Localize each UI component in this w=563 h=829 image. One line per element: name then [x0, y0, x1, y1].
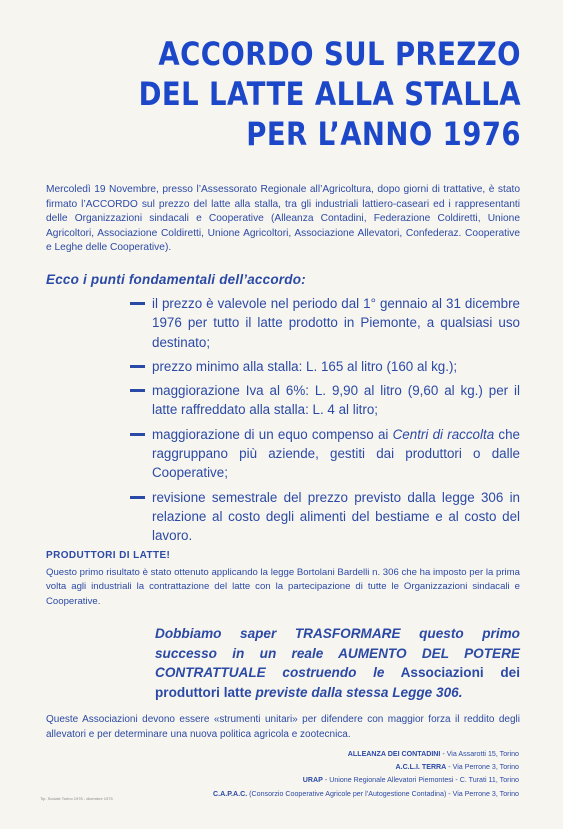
- signatory-name: URAP: [302, 776, 323, 785]
- signatory-line: [49, 774, 519, 787]
- emphasis-plain: Associazioni dei produttori latte: [155, 665, 520, 700]
- title-line-3: PER L’ANNO 1976: [246, 115, 521, 153]
- producers-paragraph: Questo primo risultato è stato ottenuto applicando la legge Bortolani Bardelli n. 306 che ha imposto per la prima volta agli industriali la contrattazione del latte con la partecipazione di tutte le Organizzazioni sindacali e Cooperative.: [46, 567, 520, 607]
- points-subheading: Ecco i punti fondamentali dell’accordo:: [46, 272, 306, 287]
- point-text: maggiorazione Iva al 6%: L. 9,90 al litro (9,60 al kg.) per il latte raffreddato alla stalla: L. 4 al litro;: [152, 383, 520, 418]
- signatory-address: (Consorzio Cooperative Agricole per l’Autogestione Contadina) - Via Perrone 3, Torino: [247, 789, 519, 798]
- points-list: [130, 294, 520, 551]
- signatory-address: - Unione Regionale Allevatori Piemontesi - C. Turati 11, Torino: [322, 776, 519, 785]
- list-item: [130, 294, 520, 352]
- associations-paragraph: Queste Associazioni devono essere «strumenti unitari» per difendere con maggior forza il reddito degli allevatori e per determinare una nuova politica agricola e zootecnica.: [46, 714, 520, 740]
- emphasis-italic: previste dalla stessa Legge 306.: [255, 684, 463, 700]
- dash-bullet-icon: [130, 433, 145, 436]
- emphasis-italic: Dobbiamo saper TRASFORMARE questo primo successo in un reale AUMENTO DEL POTERE CONTRATTUALE costruendo le: [155, 626, 520, 681]
- producers-heading: PRODUTTORI DI LATTE!: [46, 550, 171, 561]
- title-line-1: ACCORDO SUL PREZZO: [158, 35, 521, 73]
- list-item: [130, 357, 520, 376]
- list-item: [130, 381, 520, 420]
- point-text: il prezzo è valevole nel periodo dal 1° gennaio al 31 dicembre 1976 per tutto il latte prodotto in Piemonte, a qualsiasi uso destinato;: [152, 296, 520, 350]
- dash-bullet-icon: [130, 496, 145, 499]
- point-text: prezzo minimo alla stalla: L. 165 al litro (160 al kg.);: [152, 358, 458, 374]
- dash-bullet-icon: [130, 302, 145, 305]
- signatory-line: [49, 788, 519, 801]
- list-item: [130, 425, 520, 483]
- signatory-name: ALLEANZA DEI CONTADINI: [347, 750, 441, 758]
- intro-paragraph: Mercoledì 19 Novembre, presso l’Assessorato Regionale all’Agricoltura, dopo giorni di trattative, è stato firmato l’ACCORDO sul prezzo del latte alla stalla, tra gli industriali lattiero-caseari ed i rappresentanti delle Organizzazioni sindacali e Cooperative (Alleanza Contadini, Federazione Coldiretti, Unione Agricoltori, Associazione Coldiretti, Unione Agricoltori, Associazione Allevatori, Confederaz. Cooperative e Leghe delle Cooperative).: [46, 184, 520, 254]
- point-text: revisione semestrale del prezzo previsto dalla legge 306 in relazione al costo degli alimenti del bestiame e al costo del lavoro.: [152, 489, 520, 544]
- signatory-address: - Via Assarotti 15, Torino: [440, 750, 519, 758]
- point-text: che raggruppano più aziende, gestiti dai produttori o dalle Cooperative;: [152, 426, 520, 481]
- list-item: [130, 488, 520, 546]
- signatory-name: A.C.L.I. TERRA: [395, 763, 447, 772]
- signatory-line: [49, 761, 519, 774]
- poster-title: [108, 34, 521, 154]
- point-text: maggiorazione di un equo compenso ai: [152, 426, 393, 442]
- signatory-line: [49, 748, 519, 761]
- signatory-address: - Via Perrone 3, Torino: [446, 763, 519, 772]
- dash-bullet-icon: [130, 389, 145, 392]
- signatory-name: C.A.P.A.C.: [213, 789, 248, 798]
- signatories: [49, 748, 519, 801]
- call-to-action: [155, 624, 520, 702]
- point-text-italic: Centri di raccolta: [392, 426, 495, 442]
- dash-bullet-icon: [130, 365, 145, 368]
- printer-imprint: Tip. Sociale Torino 1976 - dicembre 1975: [40, 796, 113, 801]
- title-line-2: DEL LATTE ALLA STALLA: [138, 75, 522, 113]
